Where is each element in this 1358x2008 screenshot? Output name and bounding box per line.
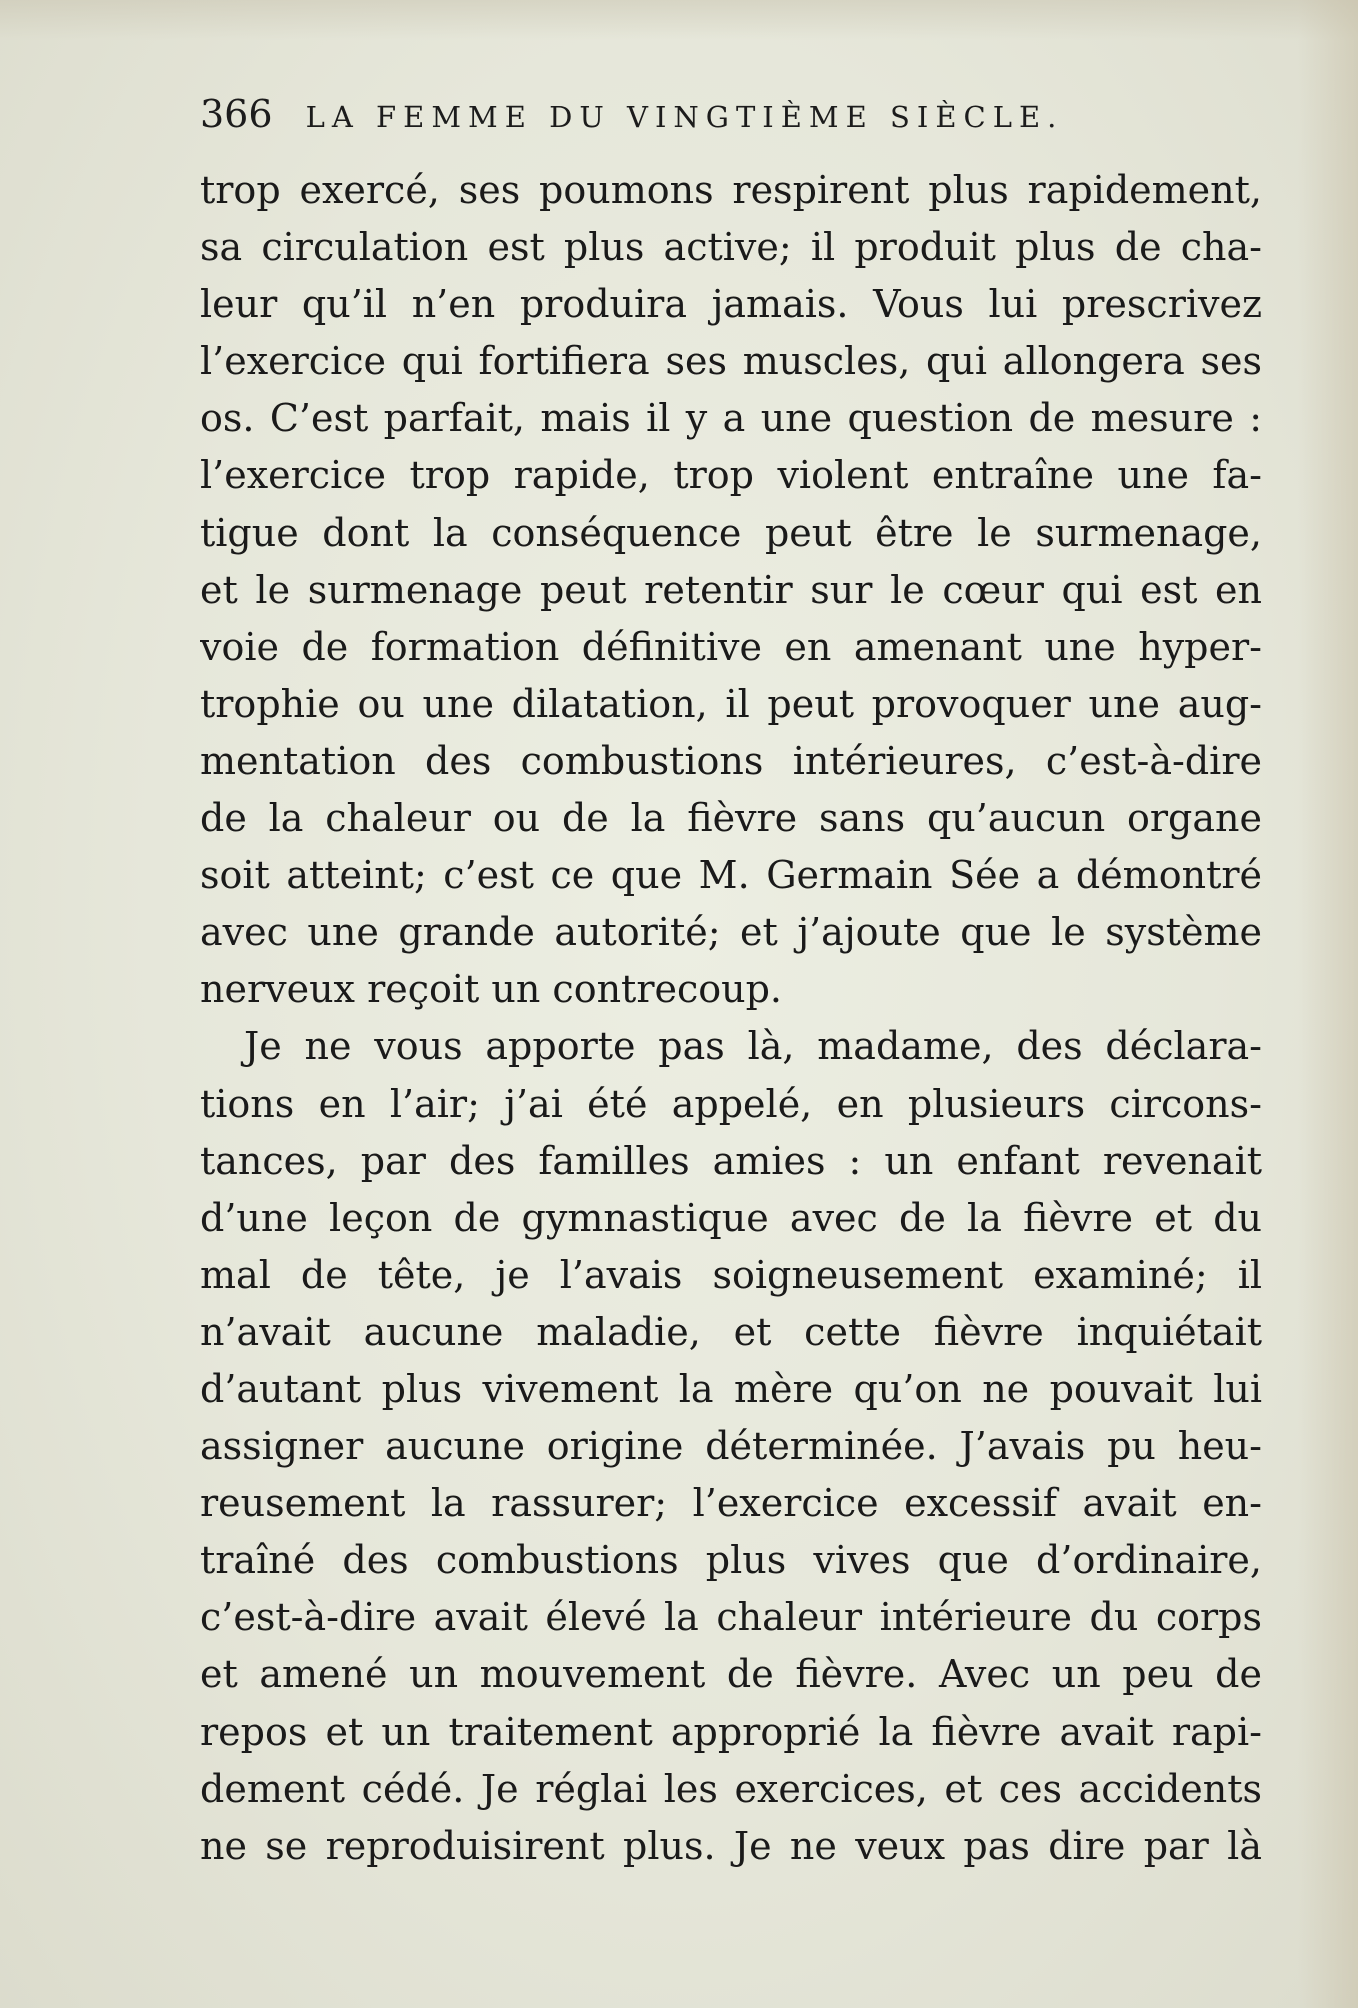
text-line: l’exercice trop rapide, trop violent entraîne une fa- (200, 453, 1262, 498)
page-shadow-right (1298, 0, 1358, 2008)
text-line: sa circulation est plus active; il produit plus de cha- (200, 225, 1262, 270)
text-line: ne se reproduisirent plus. Je ne veux pas dire par là (200, 1823, 1262, 1868)
paragraph-1 (200, 162, 1262, 1018)
text-line: mentation des combustions intérieures, c’est-à-dire (200, 738, 1262, 783)
text-line: de la chaleur ou de la fièvre sans qu’aucun organe (200, 796, 1262, 841)
text-line: tances, par des familles amies : un enfant revenait (200, 1138, 1262, 1183)
text-line: nerveux reçoit un contrecoup. (200, 967, 783, 1012)
text-line: mal de tête, je l’avais soigneusement examiné; il (200, 1252, 1262, 1297)
page-shadow-top (0, 0, 1358, 40)
text-line: et le surmenage peut retentir sur le cœur qui est en (200, 567, 1262, 612)
paragraph-2 (200, 1018, 1262, 1874)
text-line: trop exercé, ses poumons respirent plus rapidement, (200, 168, 1262, 212)
text-line: soit atteint; c’est ce que M. Germain Sée a démontré (200, 853, 1262, 898)
text-line: l’exercice qui fortifiera ses muscles, qui allongera ses (200, 339, 1262, 384)
text-line: assigner aucune origine déterminée. J’avais pu heu- (200, 1424, 1262, 1469)
text-line: voie de formation définitive en amenant une hyper- (200, 624, 1262, 669)
text-line: Je ne vous apporte pas là, madame, des déclara- (244, 1024, 1262, 1069)
text-line: avec une grande autorité; et j’ajoute que le système (200, 910, 1262, 955)
text-line: reusement la rassurer; l’exercice excessif avait en- (200, 1481, 1262, 1526)
text-line: tions en l’air; j’ai été appelé, en plusieurs circons- (200, 1081, 1262, 1126)
text-line: traîné des combustions plus vives que d’ordinaire, (200, 1538, 1262, 1583)
text-line: leur qu’il n’en produira jamais. Vous lui prescrivez (200, 282, 1262, 327)
page-number: 366 (200, 92, 273, 136)
text-line: n’avait aucune maladie, et cette fièvre inquiétait (200, 1309, 1262, 1354)
text-line: os. C’est parfait, mais il y a une question de mesure : (200, 396, 1262, 441)
text-line: dement cédé. Je réglai les exercices, et ces accidents (200, 1766, 1262, 1811)
text-line: c’est-à-dire avait élevé la chaleur intérieure du corps (200, 1595, 1262, 1640)
text-line: trophie ou une dilatation, il peut provoquer une aug- (200, 681, 1262, 726)
text-line: et amené un mouvement de fièvre. Avec un peu de (200, 1652, 1262, 1697)
text-line: d’une leçon de gymnastique avec de la fièvre et du (200, 1195, 1262, 1240)
running-title: LA FEMME DU VINGTIÈME SIÈCLE. (305, 100, 1064, 134)
text-line: tigue dont la conséquence peut être le surmenage, (200, 510, 1262, 555)
body-text (200, 162, 1262, 1875)
running-header (200, 92, 1160, 136)
text-line: d’autant plus vivement la mère qu’on ne pouvait lui (200, 1366, 1262, 1411)
text-line: repos et un traitement approprié la fièvre avait rapi- (200, 1709, 1262, 1754)
